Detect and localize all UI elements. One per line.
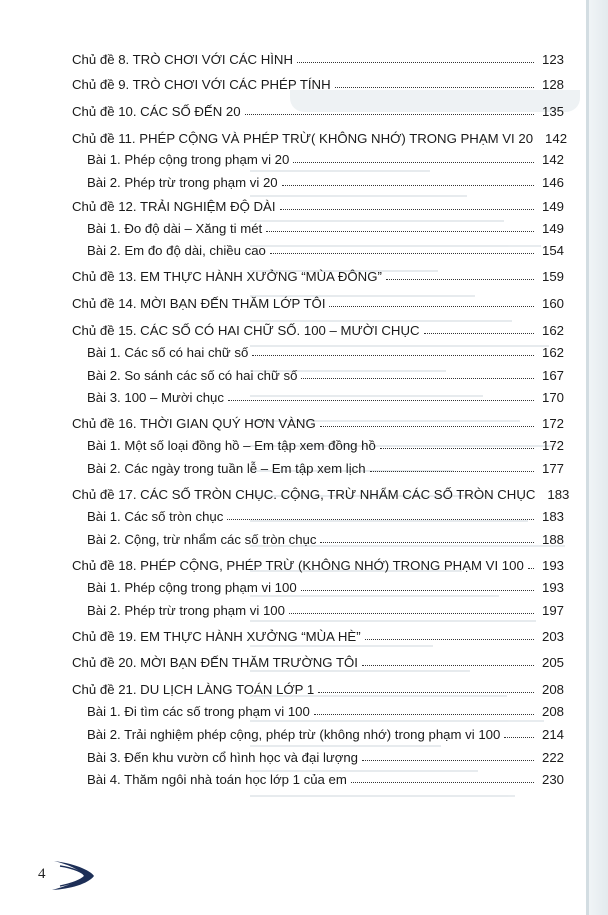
toc-entry-title: Chủ đề 19. EM THỰC HÀNH XƯỞNG “MÙA HÈ” [72, 629, 361, 644]
dot-leader [282, 184, 534, 186]
toc-entry-page: 214 [541, 727, 564, 742]
toc-entry-page: 193 [541, 558, 564, 573]
toc-chapter-entry [72, 413, 564, 431]
dot-leader [424, 332, 535, 334]
toc-entry-title: Chủ đề 15. CÁC SỐ CÓ HAI CHỮ SỐ. 100 – MƯỜI CHỤC [72, 323, 420, 338]
toc-entry-title: Chủ đề 11. PHÉP CỘNG VÀ PHÉP TRỪ( KHÔNG NHỚ) TRONG PHẠM VI 20 [72, 131, 534, 146]
toc-chapter-entry [72, 196, 564, 214]
toc-entry-page: 154 [541, 243, 564, 258]
ghost-line [250, 595, 499, 597]
toc-entry-page: 193 [541, 580, 564, 595]
toc-entry-page: 128 [541, 77, 564, 92]
toc-entry-title: Chủ đề 13. EM THỰC HÀNH XƯỞNG “MÙA ĐÔNG” [72, 269, 382, 284]
toc-entry-title: Chủ đề 10. CÁC SỐ ĐẾN 20 [72, 104, 241, 119]
toc-entry-title: Bài 2. Phép trừ trong phạm vi 20 [87, 175, 278, 190]
dot-leader [380, 447, 534, 449]
toc-entry-title: Chủ đề 17. CÁC SỐ TRÒN CHỤC. CỘNG, TRỪ NHẨM CÁC SỐ TRÒN CHỤC [72, 487, 536, 502]
toc-lesson-entry [87, 577, 564, 595]
page-number: 4 [38, 866, 46, 882]
toc-entry-title: Chủ đề 9. TRÒ CHƠI VỚI CÁC PHÉP TÍNH [72, 77, 331, 92]
toc-entry-page: 167 [541, 368, 564, 383]
toc-lesson-entry [87, 701, 564, 719]
toc-entry-title: Bài 1. Phép cộng trong phạm vi 100 [87, 580, 297, 595]
toc-chapter-entry [72, 320, 564, 338]
toc-entry-title: Bài 3. 100 – Mười chục [87, 390, 224, 405]
dot-leader [329, 305, 534, 307]
toc-entry-title: Bài 1. Một số loại đồng hồ – Em tập xem đồng hồ [87, 438, 376, 453]
toc-entry-page: 123 [541, 52, 564, 67]
dot-leader [335, 86, 534, 88]
dot-leader [362, 664, 534, 666]
dot-leader [297, 61, 534, 63]
toc-chapter-entry [72, 101, 564, 119]
toc-lesson-entry [87, 506, 564, 524]
toc-entry-page: 183 [547, 487, 570, 502]
toc-entry-title: Bài 2. Phép trừ trong phạm vi 100 [87, 603, 285, 618]
toc-entry-page: 188 [541, 532, 564, 547]
toc-chapter-entry [72, 128, 568, 146]
toc-entry-page: 208 [541, 704, 564, 719]
ghost-line [250, 620, 536, 622]
ghost-line [250, 645, 433, 647]
toc-lesson-entry [87, 342, 564, 360]
toc-entry-page: 149 [541, 199, 564, 214]
toc-entry-title: Chủ đề 8. TRÒ CHƠI VỚI CÁC HÌNH [72, 52, 293, 67]
toc-entry-page: 172 [541, 438, 564, 453]
ghost-line [250, 720, 544, 722]
toc-lesson-entry [87, 769, 564, 787]
toc-entry-title: Chủ đề 14. MỜI BẠN ĐẾN THĂM LỚP TÔI [72, 296, 326, 311]
toc-chapter-entry [72, 555, 564, 573]
toc-lesson-entry [87, 149, 564, 167]
toc-entry-page: 183 [541, 509, 564, 524]
toc-entry-title: Bài 1. Các số có hai chữ số [87, 345, 249, 360]
dot-leader [228, 399, 534, 401]
toc-entry-title: Bài 2. So sánh các số có hai chữ số [87, 368, 298, 383]
toc-chapter-entry [72, 266, 564, 284]
ghost-line [250, 670, 470, 672]
toc-entry-page: 230 [541, 772, 564, 787]
dot-leader [365, 638, 534, 640]
dot-leader [252, 354, 534, 356]
toc-lesson-entry [87, 458, 564, 476]
toc-chapter-entry [72, 49, 564, 67]
toc-lesson-entry [87, 600, 564, 618]
toc-entry-title: Bài 1. Đo độ dài – Xăng ti mét [87, 221, 263, 236]
dot-leader [266, 230, 534, 232]
toc-entry-page: 160 [541, 296, 564, 311]
toc-entry-page: 149 [541, 221, 564, 236]
dot-leader [318, 691, 534, 693]
toc-entry-page: 222 [541, 750, 564, 765]
dot-leader [270, 252, 534, 254]
dot-leader [504, 736, 534, 738]
toc-lesson-entry [87, 724, 564, 742]
dot-leader [386, 278, 534, 280]
toc-entry-page: 177 [541, 461, 564, 476]
dot-leader [301, 377, 534, 379]
toc-entry-title: Chủ đề 20. MỜI BẠN ĐẾN THĂM TRƯỜNG TÔI [72, 655, 358, 670]
side-stripe [586, 0, 608, 915]
toc-entry-title: Bài 1. Đi tìm các số trong phạm vi 100 [87, 704, 310, 719]
toc-entry-title: Chủ đề 16. THỜI GIAN QUÝ HƠN VÀNG [72, 416, 316, 431]
dot-leader [351, 781, 534, 783]
toc-chapter-entry [72, 679, 564, 697]
toc-entry-title: Bài 1. Phép cộng trong phạm vi 20 [87, 152, 290, 167]
toc-entry-page: 142 [541, 152, 564, 167]
toc-entry-page: 142 [545, 131, 568, 146]
toc-lesson-entry [87, 387, 564, 405]
toc-entry-title: Bài 2. Trải nghiệm phép cộng, phép trừ (không nhớ) trong phạm vi 100 [87, 727, 501, 742]
toc-entry-page: 170 [541, 390, 564, 405]
toc-entry-title: Bài 2. Em đo độ dài, chiều cao [87, 243, 266, 258]
toc-lesson-entry [87, 240, 564, 258]
dot-leader [293, 161, 534, 163]
toc-entry-page: 159 [541, 269, 564, 284]
toc-entry-page: 172 [541, 416, 564, 431]
toc-entry-page: 197 [541, 603, 564, 618]
toc-entry-title: Bài 2. Các ngày trong tuần lễ – Em tập xem lịch [87, 461, 366, 476]
toc-chapter-entry [72, 74, 564, 92]
toc-chapter-entry [72, 652, 564, 670]
toc-entry-title: Chủ đề 12. TRẢI NGHIỆM ĐỘ DÀI [72, 199, 276, 214]
dot-leader [227, 518, 534, 520]
ghost-line [250, 795, 515, 797]
dot-leader [289, 612, 534, 614]
dot-leader [320, 425, 534, 427]
dot-leader [370, 470, 534, 472]
dot-leader [314, 713, 534, 715]
toc-entry-page: 205 [541, 655, 564, 670]
dot-leader [528, 567, 534, 569]
toc-entry-page: 135 [541, 104, 564, 119]
toc-entry-page: 208 [541, 682, 564, 697]
toc-entry-title: Bài 4. Thăm ngôi nhà toán học lớp 1 của em [87, 772, 347, 787]
toc-chapter-entry [72, 293, 564, 311]
toc-entry-title: Bài 1. Các số tròn chục [87, 509, 224, 524]
dot-leader [245, 113, 534, 115]
dot-leader [280, 208, 535, 210]
toc-entry-title: Chủ đề 18. PHÉP CỘNG, PHÉP TRỪ (KHÔNG NHỚ) TRONG PHẠM VI 100 [72, 558, 524, 573]
toc-lesson-entry [87, 218, 564, 236]
toc-lesson-entry [87, 435, 564, 453]
dot-leader [320, 541, 534, 543]
toc-lesson-entry [87, 172, 564, 190]
toc-entry-title: Bài 3. Đến khu vườn cổ hình học và đại lượng [87, 750, 359, 765]
dot-leader [362, 759, 534, 761]
toc-chapter-entry [72, 484, 570, 502]
toc-entry-title: Bài 2. Cộng, trừ nhẩm các số tròn chục [87, 532, 317, 547]
toc-entry-page: 162 [541, 345, 564, 360]
toc-chapter-entry [72, 626, 564, 644]
toc-lesson-entry [87, 529, 564, 547]
toc-entry-page: 146 [541, 175, 564, 190]
toc-lesson-entry [87, 365, 564, 383]
toc-entry-page: 203 [541, 629, 564, 644]
toc-entry-page: 162 [541, 323, 564, 338]
page-footer [30, 858, 110, 892]
toc-entry-title: Chủ đề 21. DU LỊCH LÀNG TOÁN LỚP 1 [72, 682, 315, 697]
dot-leader [301, 589, 534, 591]
toc-lesson-entry [87, 747, 564, 765]
